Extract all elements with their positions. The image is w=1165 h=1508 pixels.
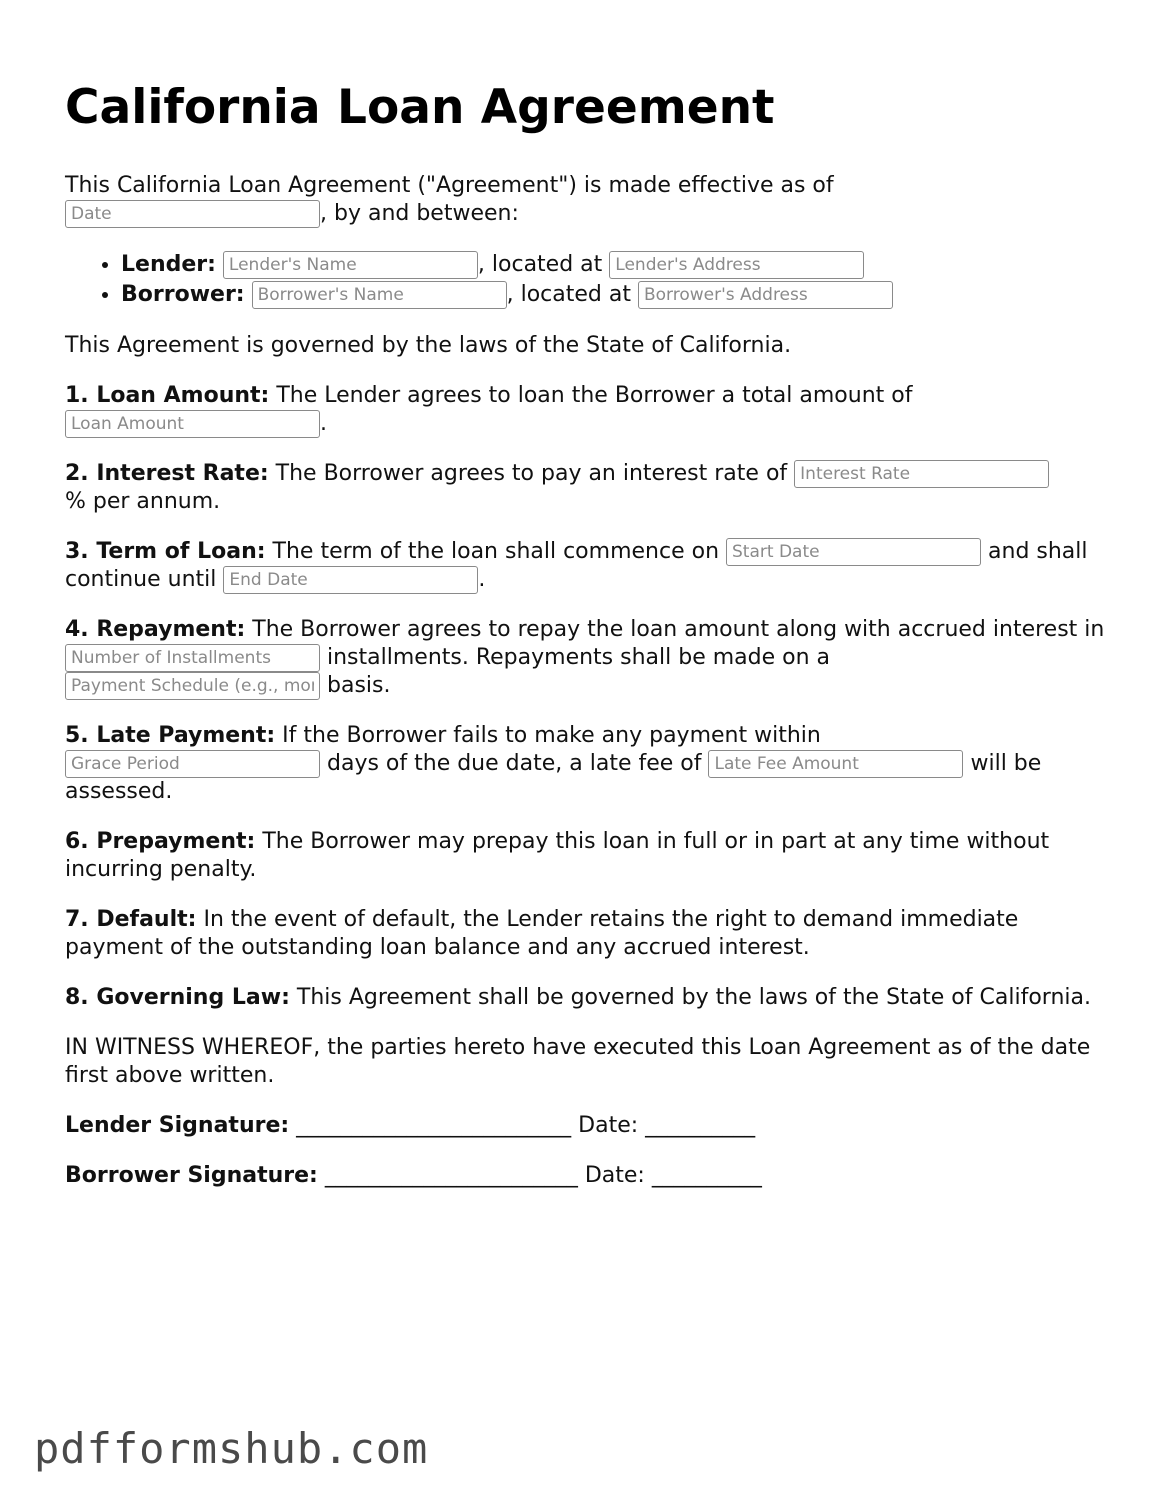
lender-name-input[interactable] [223,251,478,279]
late-payment-middle-text: days of the due date, a late fee of [327,751,702,776]
lender-signature-line: _________________________ [296,1113,572,1138]
intro-paragraph [65,172,1105,228]
borrower-date-line: __________ [651,1163,762,1188]
installments-input[interactable] [65,644,320,672]
party-lender [121,250,1105,280]
watermark: pdfformshub.com [34,1424,429,1473]
section-default [65,906,1105,962]
page-title: California Loan Agreement [65,80,775,135]
lender-date-label: Date: [578,1113,639,1138]
start-date-input[interactable] [726,538,981,566]
end-date-input[interactable] [223,566,478,594]
loan-amount-text: The Lender agrees to loan the Borrower a total amount of [276,383,913,408]
borrower-date-label: Date: [584,1163,645,1188]
section-governing-law [65,984,1105,1012]
repayment-after: basis. [327,673,391,698]
section-interest-rate [65,460,1105,516]
intro-after-text: , by and between: [320,201,519,226]
section-loan-amount [65,382,1105,438]
party-borrower [121,280,1105,310]
grace-period-input[interactable] [65,750,320,778]
late-payment-heading: 5. Late Payment: [65,723,276,748]
late-payment-text: If the Borrower fails to make any payment within [282,723,821,748]
governing-law-text: This Agreement shall be governed by the laws of the State of California. [296,985,1091,1010]
term-heading: 3. Term of Loan: [65,539,266,564]
term-middle-text: and shall continue until [65,539,1088,592]
loan-amount-heading: 1. Loan Amount: [65,383,270,408]
intro-text: This California Loan Agreement ("Agreement") is made effective as of [65,173,834,198]
lender-date-line: __________ [645,1113,756,1138]
repayment-middle-text: installments. Repayments shall be made on a [327,645,831,670]
borrower-name-input[interactable] [252,281,507,309]
lender-signature-label: Lender Signature: [65,1113,290,1138]
section-repayment [65,616,1105,700]
prepayment-heading: 6. Prepayment: [65,829,256,854]
effective-date-input[interactable] [65,200,320,228]
term-after: . [478,567,486,592]
repayment-heading: 4. Repayment: [65,617,246,642]
lender-signature-row [65,1112,1105,1140]
interest-rate-after: % per annum. [65,489,221,514]
default-text: In the event of default, the Lender retains the right to demand immediate payment of the outstanding loan balance and any accrued interest. [65,907,1019,960]
governed-paragraph: This Agreement is governed by the laws of the State of California. [65,333,792,358]
section-term [65,538,1105,594]
lender-label: Lender: [121,252,216,277]
parties-list [65,250,1105,310]
default-heading: 7. Default: [65,907,197,932]
section-late-payment [65,722,1105,806]
witness-paragraph: IN WITNESS WHEREOF, the parties hereto have executed this Loan Agreement as of the date first above written. [65,1035,1091,1088]
repayment-text: The Borrower agrees to repay the loan amount along with accrued interest in [252,617,1105,642]
loan-amount-after: . [320,411,327,436]
term-text: The term of the loan shall commence on [272,539,720,564]
lender-located-text: , located at [477,252,603,277]
late-payment-after: will be assessed. [65,751,1042,804]
borrower-signature-row [65,1162,1105,1190]
loan-amount-input[interactable] [65,410,320,438]
borrower-located-text: , located at [506,282,631,307]
interest-rate-text: The Borrower agrees to pay an interest rate of [275,461,788,486]
document-page [65,78,1105,1212]
governing-law-heading: 8. Governing Law: [65,985,290,1010]
lender-address-input[interactable] [609,251,864,279]
borrower-signature-line: _______________________ [324,1163,578,1188]
payment-schedule-input[interactable] [65,672,320,700]
interest-rate-heading: 2. Interest Rate: [65,461,269,486]
borrower-label: Borrower: [121,282,245,307]
section-prepayment [65,828,1105,884]
late-fee-input[interactable] [708,750,963,778]
interest-rate-input[interactable] [794,460,1049,488]
borrower-address-input[interactable] [638,281,893,309]
borrower-signature-label: Borrower Signature: [65,1163,318,1188]
prepayment-text: The Borrower may prepay this loan in full or in part at any time without incurring penalty. [65,829,1050,882]
